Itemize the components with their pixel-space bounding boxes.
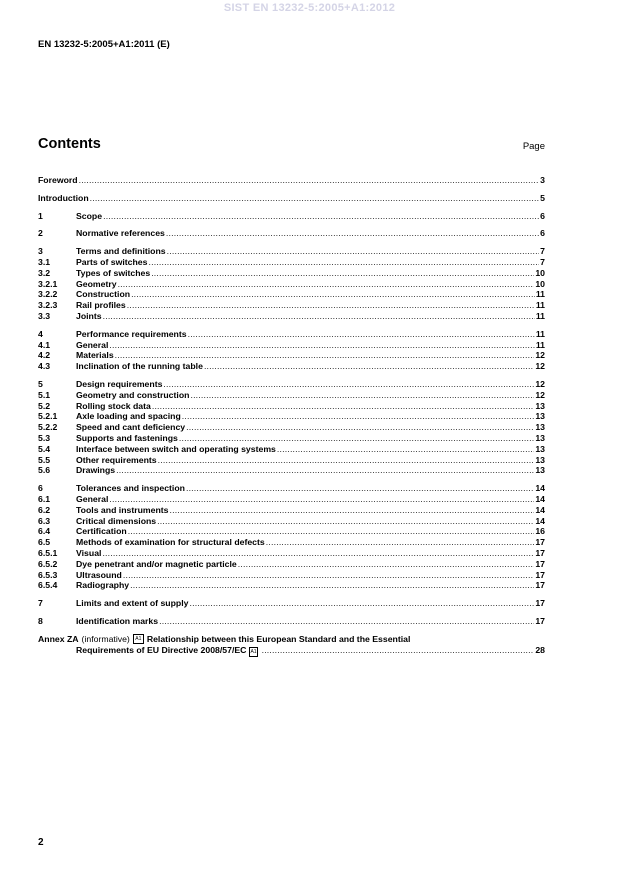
toc-entry-page: 13 (535, 411, 545, 422)
dot-leader (118, 279, 535, 290)
toc-entry-title: Tolerances and inspection (76, 483, 185, 494)
toc-entry[interactable] (38, 580, 545, 591)
table-of-contents (38, 175, 545, 656)
toc-entry[interactable] (38, 616, 545, 627)
toc-entry-number: 6.4 (38, 526, 51, 537)
toc-entry-number: 5.6 (38, 465, 51, 476)
dot-leader (159, 616, 534, 627)
toc-entry-number: 6.5 (38, 537, 51, 548)
dot-leader (79, 175, 540, 186)
annex-title-line2: Requirements of EU Directive 2008/57/EC (76, 645, 247, 656)
toc-entry[interactable] (38, 570, 545, 581)
dot-leader (109, 340, 534, 351)
toc-entry[interactable] (38, 494, 545, 505)
toc-entry[interactable] (38, 455, 545, 466)
toc-entry-number: 7 (38, 598, 43, 609)
toc-entry-number: 3 (38, 246, 43, 257)
toc-entry-title: Introduction (38, 192, 89, 203)
toc-entry-number: 5.2.2 (38, 422, 58, 433)
toc-entry-page: 17 (535, 580, 545, 591)
annex-label: Annex ZA (38, 634, 79, 645)
dot-leader (188, 329, 535, 340)
toc-entry-title: Geometry and construction (76, 389, 190, 400)
toc-entry[interactable] (38, 444, 545, 455)
toc-entry-page: 17 (535, 615, 545, 626)
toc-entry-page: 10 (535, 267, 545, 278)
toc-entry-page: 14 (535, 483, 545, 494)
toc-entry[interactable] (38, 340, 545, 351)
annex-entry-line2[interactable] (38, 645, 545, 656)
toc-entry-title: Performance requirements (76, 328, 187, 339)
toc-entry-number: 4 (38, 328, 43, 339)
toc-entry[interactable] (38, 422, 545, 433)
toc-entry[interactable] (38, 329, 545, 340)
toc-entry-number: 3.3 (38, 310, 51, 321)
dot-leader (262, 645, 535, 656)
toc-entry-title: Scope (76, 210, 103, 221)
toc-entry[interactable] (38, 228, 545, 239)
toc-entry-title: Ultrasound (76, 569, 122, 580)
toc-entry-title: Radiography (76, 580, 130, 591)
dot-leader (128, 526, 535, 537)
toc-entry-title: Supports and fastenings (76, 432, 178, 443)
toc-entry-number: 5 (38, 378, 43, 389)
toc-entry-title: Materials (76, 350, 114, 361)
toc-entry-number: 3.1 (38, 256, 51, 267)
toc-entry[interactable] (38, 559, 545, 570)
annex-page: 28 (535, 645, 545, 656)
toc-entry-number: 8 (38, 615, 43, 626)
dot-leader (167, 246, 540, 257)
dot-leader (90, 193, 539, 204)
toc-entry-number: 3.2.3 (38, 300, 58, 311)
toc-entry-number: 3.2.2 (38, 289, 58, 300)
toc-entry-page: 14 (535, 515, 545, 526)
toc-entry-title: Drawings (76, 465, 116, 476)
dot-leader (170, 505, 535, 516)
toc-entry-page: 11 (535, 328, 545, 339)
toc-entry[interactable] (38, 516, 545, 527)
toc-entry-title: Joints (76, 310, 102, 321)
toc-entry-page: 11 (535, 300, 545, 311)
toc-entry[interactable] (38, 465, 545, 476)
toc-entry[interactable] (38, 411, 545, 422)
dot-leader (266, 537, 535, 548)
dot-leader (190, 390, 534, 401)
toc-entry[interactable] (38, 505, 545, 516)
toc-entry-page: 11 (535, 339, 545, 350)
toc-entry[interactable] (38, 311, 545, 322)
dot-leader (204, 361, 534, 372)
toc-entry[interactable] (38, 211, 545, 222)
toc-entry[interactable] (38, 257, 545, 268)
toc-entry-page: 16 (535, 526, 545, 537)
toc-entry-number: 6.5.1 (38, 547, 58, 558)
toc-entry[interactable] (38, 300, 545, 311)
toc-entry-title: General (76, 339, 109, 350)
toc-entry-number: 6 (38, 483, 43, 494)
toc-entry-title: Rail profiles (76, 300, 126, 311)
toc-entry-page: 17 (535, 569, 545, 580)
toc-entry-page: 7 (540, 256, 545, 267)
toc-entry-title: Inclination of the running table (76, 361, 203, 372)
toc-entry-title: Design requirements (76, 378, 163, 389)
toc-entry[interactable] (38, 279, 545, 290)
dot-leader (103, 211, 539, 222)
toc-entry[interactable] (38, 548, 545, 559)
toc-entry-title: Foreword (38, 175, 78, 185)
toc-entry-title: Parts of switches (76, 256, 148, 267)
dot-leader (123, 570, 534, 581)
toc-entry[interactable] (38, 193, 545, 204)
dot-leader (109, 494, 534, 505)
toc-entry-number: 5.3 (38, 432, 51, 443)
toc-entry-title: Tools and instruments (76, 504, 169, 515)
toc-entry-title: Methods of examination for structural defects (76, 537, 265, 548)
toc-entry-title: Other requirements (76, 454, 157, 465)
toc-entry-page: 13 (535, 432, 545, 443)
toc-entry-title: Terms and definitions (76, 246, 166, 257)
toc-entry-number: 6.1 (38, 493, 51, 504)
toc-entry-page: 17 (535, 537, 545, 548)
dot-leader (148, 257, 539, 268)
dot-leader (116, 465, 534, 476)
dot-leader (130, 580, 534, 591)
dot-leader (189, 598, 534, 609)
toc-entry-number: 4.2 (38, 350, 51, 361)
toc-entry-title: Identification marks (76, 615, 159, 626)
toc-entry-page: 13 (535, 422, 545, 433)
dot-leader (238, 559, 535, 570)
toc-entry-page: 7 (540, 246, 545, 257)
toc-entry-title: Normative references (76, 228, 165, 239)
toc-entry[interactable] (38, 483, 545, 494)
toc-entry-number: 6.5.3 (38, 569, 58, 580)
toc-entry-page: 6 (540, 210, 545, 221)
annex-entry-line1[interactable] (38, 634, 545, 645)
annex-informative: (informative) (81, 634, 130, 645)
toc-entry-number: 3.2.1 (38, 278, 58, 289)
toc-entry-number: 5.1 (38, 389, 51, 400)
dot-leader (131, 289, 535, 300)
toc-entry[interactable] (38, 433, 545, 444)
toc-entry[interactable] (38, 350, 545, 361)
toc-entry[interactable] (38, 598, 545, 609)
toc-entry-number: 5.4 (38, 443, 51, 454)
toc-entry[interactable] (38, 289, 545, 300)
toc-entry-page: 10 (535, 278, 545, 289)
amendment-end-marker: A1 (250, 649, 257, 656)
toc-entry-number: 6.5.4 (38, 580, 58, 591)
dot-leader (115, 350, 535, 361)
page-number: 2 (38, 837, 44, 848)
toc-entry-title: Visual (76, 547, 102, 558)
toc-entry-title: Types of switches (76, 267, 151, 278)
dot-leader (152, 401, 535, 412)
toc-entry[interactable] (38, 379, 545, 390)
toc-entry-page: 13 (535, 443, 545, 454)
toc-entry-number: 4.3 (38, 361, 51, 372)
toc-entry-number: 6.2 (38, 504, 51, 515)
toc-entry-page: 12 (535, 361, 545, 372)
toc-entry-page: 11 (535, 310, 545, 321)
toc-entry-number: 2 (38, 228, 43, 239)
toc-entry-title: Axle loading and spacing (76, 411, 181, 422)
toc-entry-title: Certification (76, 526, 127, 537)
dot-leader (182, 411, 535, 422)
toc-entry-title: Geometry (76, 278, 117, 289)
dot-leader (166, 228, 539, 239)
toc-entry-page: 13 (535, 465, 545, 476)
toc-entry-number: 6.3 (38, 515, 51, 526)
toc-entry-page: 12 (535, 389, 545, 400)
dot-leader (158, 455, 535, 466)
toc-entry-page: 3 (540, 175, 545, 185)
dot-leader (102, 548, 534, 559)
toc-entry-page: 13 (535, 400, 545, 411)
dot-leader (127, 300, 535, 311)
watermark: SIST EN 13232-5:2005+A1:2012 (223, 2, 396, 14)
dot-leader (277, 444, 534, 455)
toc-entry-number: 5.2 (38, 400, 51, 411)
toc-entry[interactable] (38, 526, 545, 537)
document-id: EN 13232-5:2005+A1:2011 (E) (38, 39, 170, 50)
annex-title-line1: Relationship between this European Standard and the Essential (146, 634, 411, 645)
toc-entry-number: 1 (38, 210, 43, 221)
toc-entry-page: 13 (535, 454, 545, 465)
dot-leader (186, 483, 534, 494)
toc-entry-page: 6 (540, 228, 545, 239)
toc-entry-title: Interface between switch and operating systems (76, 443, 276, 454)
page-column-label: Page (522, 141, 545, 152)
dot-leader (103, 311, 535, 322)
dot-leader (186, 422, 534, 433)
toc-entry-title: Limits and extent of supply (76, 598, 189, 609)
toc-entry-page: 14 (535, 504, 545, 515)
toc-entry[interactable] (38, 246, 545, 257)
toc-entry-page: 14 (535, 493, 545, 504)
toc-entry-page: 17 (535, 547, 545, 558)
toc-entry-title: Rolling stock data (76, 400, 151, 411)
toc-entry[interactable] (38, 361, 545, 372)
toc-entry-number: 6.5.2 (38, 558, 58, 569)
toc-entry-number: 5.5 (38, 454, 51, 465)
toc-entry-number: 3.2 (38, 267, 51, 278)
toc-entry-number: 5.2.1 (38, 411, 58, 422)
toc-entry-number: 4.1 (38, 339, 51, 350)
toc-entry-title: Dye penetrant and/or magnetic particle (76, 558, 237, 569)
dot-leader (151, 268, 534, 279)
amendment-start-marker: A1 (133, 634, 144, 644)
toc-entry[interactable] (38, 537, 545, 548)
toc-entry-page: 5 (540, 192, 545, 203)
dot-leader (163, 379, 534, 390)
toc-entry-title: Speed and cant deficiency (76, 422, 186, 433)
toc-entry-title: Construction (76, 289, 131, 300)
toc-entry[interactable] (38, 268, 545, 279)
toc-entry-page: 17 (535, 598, 545, 609)
toc-entry[interactable] (38, 390, 545, 401)
contents-title: Contents (38, 136, 101, 152)
toc-entry-title: General (76, 493, 109, 504)
toc-entry-page: 17 (535, 558, 545, 569)
dot-leader (157, 516, 534, 527)
toc-entry-page: 12 (535, 350, 545, 361)
toc-entry[interactable] (38, 401, 545, 412)
toc-entry-title: Critical dimensions (76, 515, 157, 526)
dot-leader (179, 433, 534, 444)
toc-entry-page: 11 (535, 289, 545, 300)
toc-entry[interactable] (38, 175, 545, 186)
toc-entry-page: 12 (535, 378, 545, 389)
